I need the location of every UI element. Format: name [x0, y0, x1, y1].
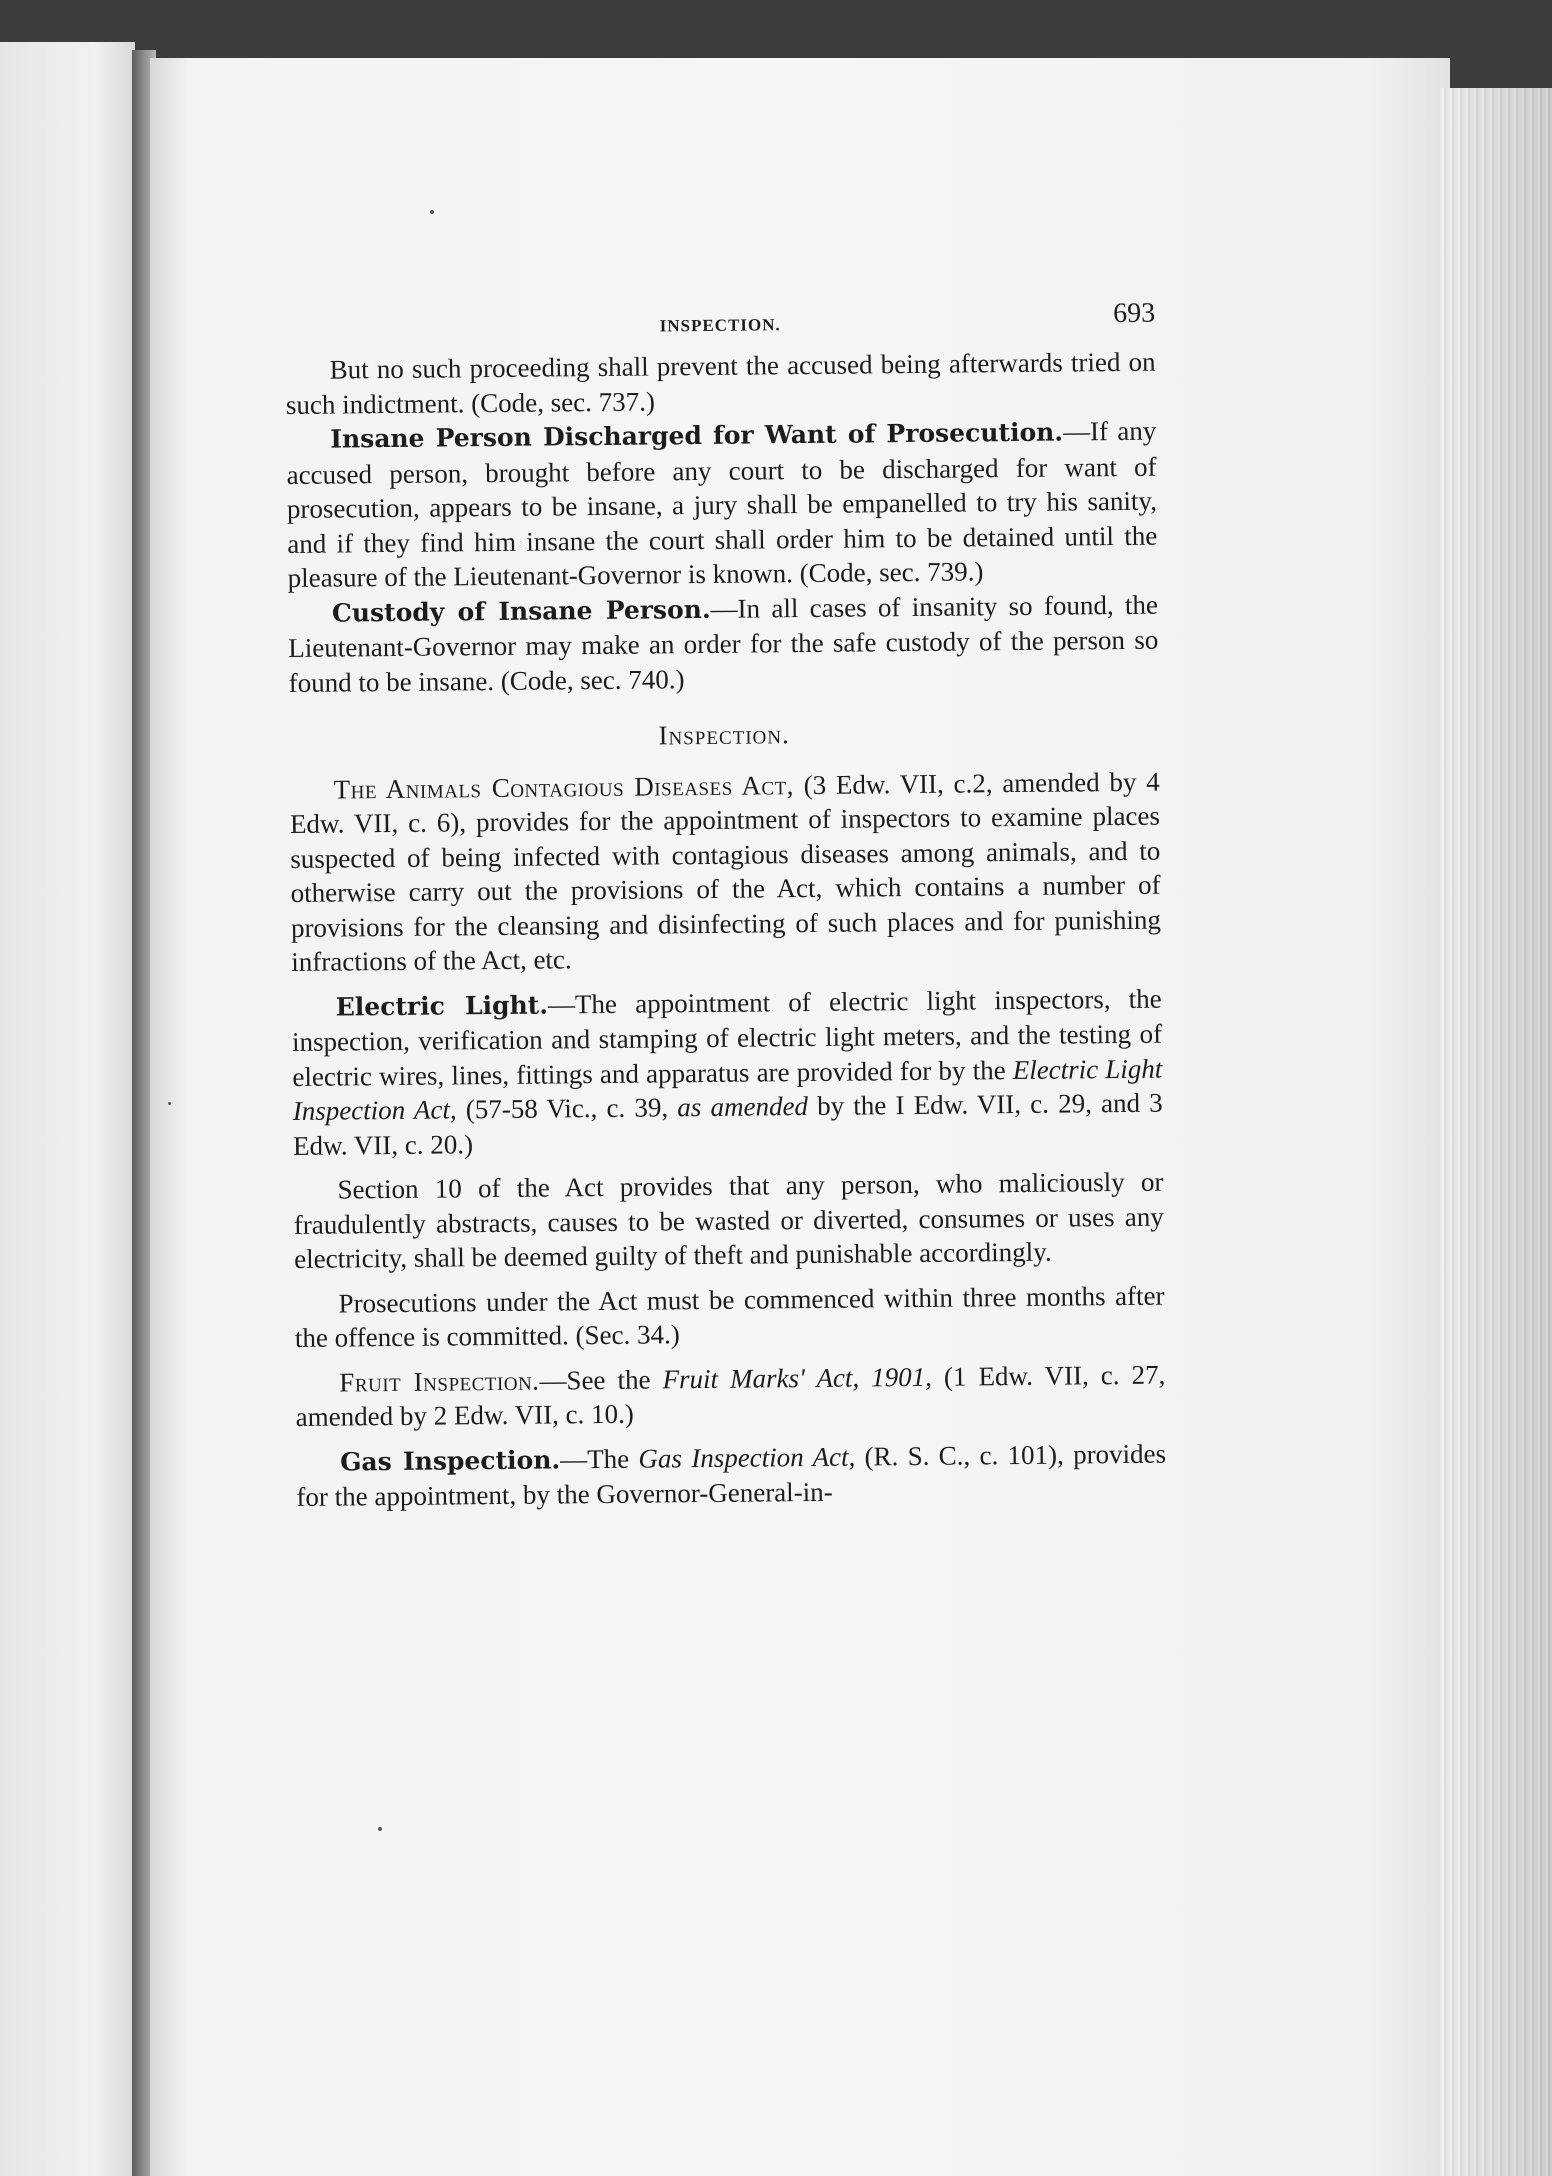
paragraph-continuation: [285, 345, 1156, 422]
run-in-heading: Gas Inspection.: [339, 1444, 561, 1477]
run-in-heading: Electric Light.: [335, 990, 549, 1022]
paragraph-text: (R. S. C., c. 101), provides for the appointment, by the Governor-General-in-: [296, 1438, 1167, 1512]
running-title: INSPECTION.: [659, 315, 781, 336]
left-page-edge: [0, 42, 135, 2176]
paragraph-section-10: [293, 1165, 1164, 1277]
paragraph-prosecutions: [294, 1278, 1165, 1355]
act-title-italic: Gas Inspection Act,: [638, 1441, 856, 1474]
scan-speck: [378, 1827, 382, 1831]
paragraph-custody: [288, 587, 1159, 700]
scan-speck: [430, 210, 434, 214]
paragraph-text: Section 10 of the Act provides that any person, who maliciously or fraudulently abstracts, causes to be wasted or diverted, consumes or uses any electricity, shall be deemed guilty of theft and punishable accordingly.: [293, 1166, 1164, 1274]
paragraph-text: Prosecutions under the Act must be commenced within three months after the offence is committed. (Sec. 34.): [294, 1280, 1165, 1353]
paragraph-text: (3 Edw. VII, c.2, amended by 4 Edw. VII, c. 6), provides for the appointment of inspectors to examine places suspected of being infected with contagious diseases among animals, and to otherwise carry out the provisions of the Act, which contains a number of provisions for the cleansing and disinfecting of such places and for punishing infractions of the Act, etc.: [289, 766, 1162, 977]
section-heading: Inspection.: [658, 719, 790, 751]
paragraph-text: —The: [559, 1443, 639, 1474]
run-in-heading: Custody of Insane Person.: [331, 594, 711, 628]
paragraph-text: —The appointment of electric light inspectors, the inspection, verification and stamping of electric light meters, and the testing of electric wires, lines, fittings and apparatus are provided for by the: [291, 983, 1163, 1092]
paragraph-text: —If any accused person, brought before any court to be discharged for want of prosecution, appears to be insane, a jury shall be empanelled to try his sanity, and if they find him insane the court shall order him to be detained until the pleasure of the Lieutenant-Governor is known. (Code, sec. 739.): [286, 415, 1158, 593]
page-edges-shade: [1440, 88, 1552, 2176]
run-in-heading: Fruit Inspection.: [339, 1365, 540, 1398]
paragraph-animals-act: [289, 764, 1161, 979]
paragraph-gas-inspection: [296, 1436, 1167, 1514]
paragraph-text: But no such proceeding shall prevent the accused being afterwards tried on such indictment. (Code, sec. 737.): [285, 346, 1156, 420]
paragraph-text: —In all cases of insanity so found, the Lieutenant-Governor may make an order for the safe custody of the person so found to be insane. (Code, sec. 740.): [288, 589, 1159, 698]
paragraph-text: —See the: [539, 1363, 663, 1396]
act-title: The Animals Contagious Diseases Act,: [333, 769, 795, 805]
paragraph-fruit-inspection: [295, 1357, 1166, 1434]
paragraph-text: (1 Edw. VII, c. 27, amended by 2 Edw. VII, c. 10.): [295, 1359, 1166, 1432]
paragraph-text: (57-58 Vic., c. 39,: [456, 1092, 678, 1125]
run-in-heading: Insane Person Discharged for Want of Prosecution.: [330, 417, 1064, 454]
paragraph-text: by the I Edw. VII, c. 29, and 3 Edw. VII, c. 20.): [292, 1087, 1163, 1161]
act-title-italic: Fruit Marks' Act, 1901,: [662, 1361, 933, 1394]
page-text-block: [285, 297, 1167, 1515]
act-title-italic: Electric Light Inspection Act,: [292, 1053, 1163, 1126]
paragraph-electric-light: [292, 981, 1164, 1163]
paragraph-insane-discharged: [286, 414, 1158, 596]
scan-speck: [168, 1102, 171, 1105]
page-number: 693: [1112, 297, 1156, 330]
running-header: [285, 297, 1155, 353]
italic-phrase: as amended: [677, 1091, 809, 1123]
